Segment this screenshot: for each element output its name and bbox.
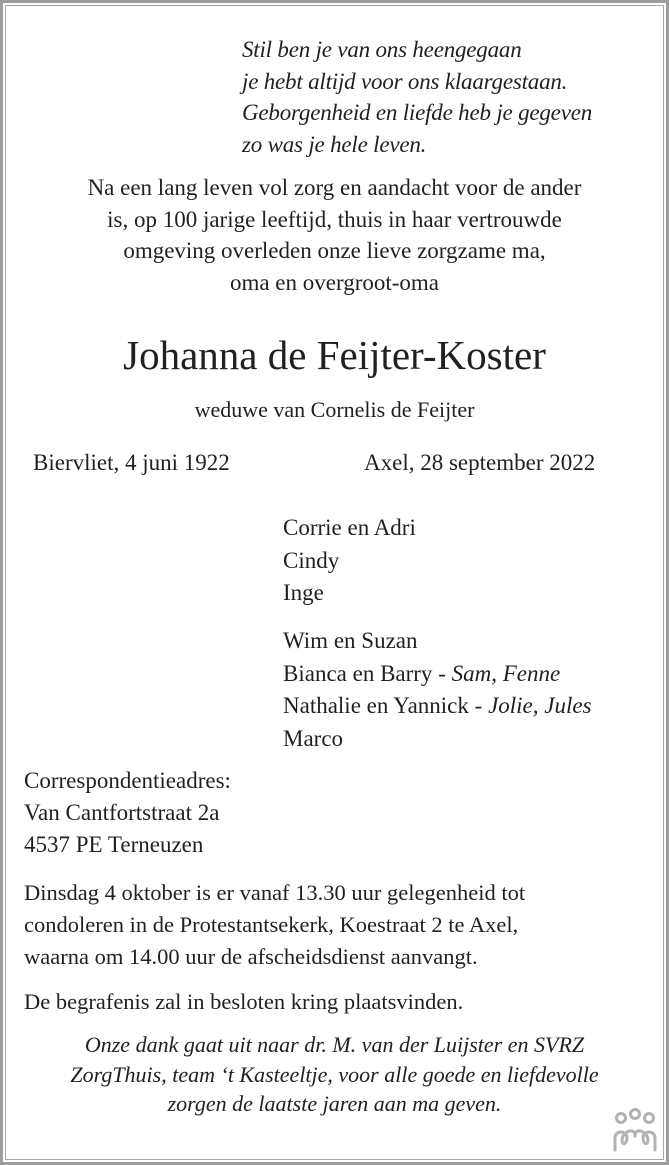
family-member	[283, 658, 592, 691]
correspondence-address	[24, 765, 231, 861]
thanks-line: ZorgThuis, team ‘t Kasteeltje, voor alle goede en liefdevolle	[70, 1061, 599, 1087]
thanks-line: Onze dank gaat uit naar dr. M. van der Luijster en SVRZ	[84, 1032, 585, 1057]
poem-line: Geborgenheid en liefde heb je gegeven	[242, 100, 593, 125]
thanks-line: zorgen de laatste jaren aan ma geven.	[167, 1091, 502, 1116]
family-separator: -	[432, 660, 452, 686]
address-label: Correspondentieadres:	[24, 768, 231, 793]
poem	[242, 34, 592, 160]
service-line: Dinsdag 4 oktober is er vanaf 13.30 uur gelegenheid tot	[24, 880, 526, 905]
family-member	[283, 577, 416, 610]
grandchildren: Sam, Fenne	[451, 660, 561, 686]
family-names: Inge	[283, 580, 324, 605]
family-names: Nathalie en Yannick	[283, 693, 469, 718]
family-member	[283, 545, 416, 578]
intro-line: oma en overgroot-oma	[229, 269, 440, 295]
service-details	[24, 877, 525, 973]
address-street: Van Cantfortstraat 2a	[24, 800, 220, 825]
poem-line: Stil ben je van ons heengegaan	[242, 37, 522, 62]
burial-note: De begrafenis zal in besloten kring plaatsvinden.	[24, 989, 464, 1014]
thanks-note	[10, 1030, 659, 1119]
family-names: Wim en Suzan	[283, 628, 418, 653]
poem-line: zo was je hele leven.	[242, 131, 427, 157]
family-group-1	[283, 512, 416, 610]
death-place-date: Axel, 28 september 2022	[364, 450, 596, 475]
family-group-2	[283, 625, 592, 755]
intro-line: Na een lang leven vol zorg en aandacht voor de ander	[87, 175, 582, 200]
service-line: condoleren in de Protestantsekerk, Koestraat 2 te Axel,	[24, 912, 519, 937]
intro-line: omgeving overleden onze lieve zorgzame ma,	[123, 238, 546, 263]
deceased-name: Johanna de Feijter-Koster	[123, 332, 546, 378]
family-names: Marco	[283, 725, 344, 751]
family-member	[283, 690, 592, 723]
family-names: Cindy	[283, 547, 340, 573]
intro-paragraph	[10, 172, 659, 298]
birth-place-date: Biervliet, 4 juni 1922	[33, 450, 230, 475]
service-line: waarna om 14.00 uur de afscheidsdienst aanvangt.	[24, 944, 478, 969]
family-member	[283, 512, 416, 545]
grandchildren: Jolie, Jules	[488, 693, 592, 718]
family-names: Corrie en Adri	[283, 515, 416, 540]
family-member	[283, 723, 592, 756]
poem-line: je hebt altijd voor ons klaargestaan.	[242, 68, 568, 94]
family-member	[283, 625, 592, 658]
family-separator: -	[468, 693, 489, 718]
family-people-icon	[612, 1108, 658, 1152]
intro-line: is, op 100 jarige leeftijd, thuis in haar vertrouwde	[107, 206, 562, 232]
family-names: Bianca en Barry	[283, 660, 433, 686]
widow-of: weduwe van Cornelis de Feijter	[194, 397, 475, 422]
address-city: 4537 PE Terneuzen	[24, 832, 204, 857]
